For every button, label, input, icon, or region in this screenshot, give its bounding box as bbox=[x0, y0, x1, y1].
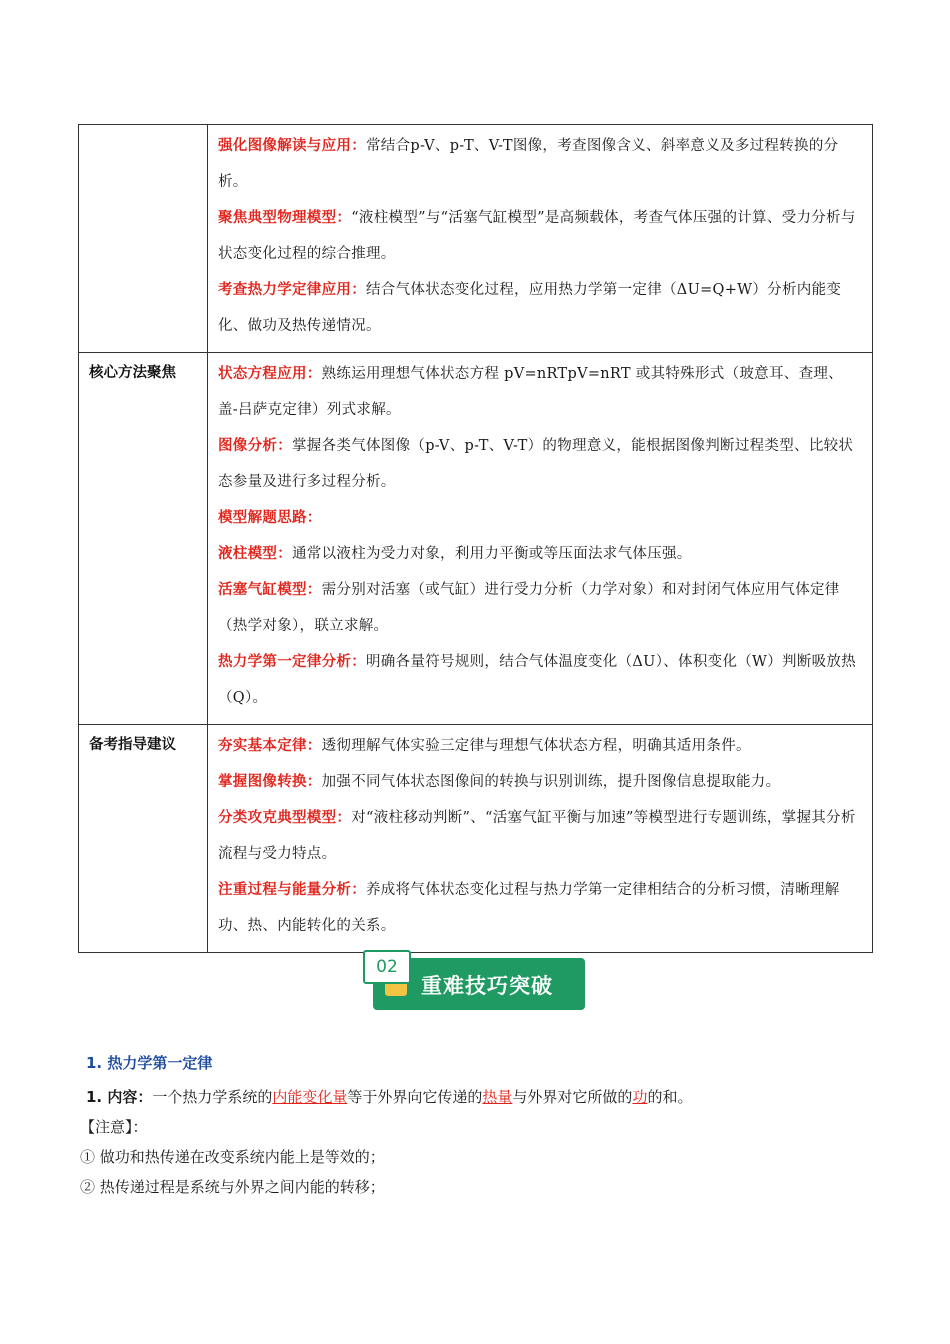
table-row bbox=[79, 125, 873, 353]
key-phrase: 图像分析： bbox=[218, 438, 292, 454]
row-label-cell bbox=[79, 353, 208, 725]
paragraph-text: 通常以液柱为受力对象，利用力平衡或等压面法求气体压强。 bbox=[292, 546, 692, 562]
row-content-cell bbox=[208, 353, 873, 725]
note-item: ② 热传递过程是系统与外界之间内能的转移； bbox=[80, 1178, 385, 1196]
row-content-cell bbox=[208, 725, 873, 953]
key-phrase: 液柱模型： bbox=[218, 546, 292, 562]
content-paragraph bbox=[218, 536, 862, 572]
paragraph-text: 需分别对活塞（或气缸）进行受力分析（力学对象）和对封闭气体应用气体定律（热学对象），联立求解。 bbox=[218, 582, 840, 634]
content-paragraph bbox=[218, 428, 862, 500]
row-label-cell bbox=[79, 125, 208, 353]
paragraph-text: 掌握各类气体图像（p-V、p-T、V-T）的物理意义，能根据图像判断过程类型、比较状态参量及进行多过程分析。 bbox=[218, 438, 854, 490]
content-paragraph bbox=[218, 800, 862, 872]
content-paragraph bbox=[218, 872, 862, 944]
row-label: 备考指导建议 bbox=[89, 737, 176, 753]
content-label: 1. 内容： bbox=[86, 1088, 153, 1106]
content-text: 一个热力学系统的 bbox=[152, 1088, 273, 1106]
paragraph-text: 明确各量符号规则，结合气体温度变化（ΔU）、体积变化（W）判断吸放热（Q）。 bbox=[218, 654, 857, 706]
table-row bbox=[79, 725, 873, 953]
key-phrase: 分类攻克典型模型： bbox=[218, 810, 352, 826]
paragraph-text: 熟练运用理想气体状态方程 pV=nRTpV=nRT 或其特殊形式（玻意耳、查理、盖-吕萨克定律）列式求解。 bbox=[218, 366, 843, 418]
key-phrase: 聚焦典型物理模型： bbox=[218, 210, 352, 226]
content-text: 与外界对它所做的 bbox=[512, 1088, 633, 1106]
note-item: ① 做功和热传递在改变系统内能上是等效的； bbox=[80, 1148, 385, 1166]
key-phrase: 热力学第一定律分析： bbox=[218, 654, 366, 670]
paragraph-text: 加强不同气体状态图像间的转换与识别训练，提升图像信息提取能力。 bbox=[321, 774, 781, 790]
paragraph-text: 常结合p-V、p-T、V-T图像，考查图像含义、斜率意义及多过程转换的分析。 bbox=[218, 138, 839, 190]
badge-title: 重难技巧突破 bbox=[421, 974, 553, 998]
key-phrase: 活塞气缸模型： bbox=[218, 582, 322, 598]
underlined-term: 功 bbox=[632, 1088, 648, 1106]
content-text: 的和。 bbox=[647, 1088, 693, 1106]
content-paragraph bbox=[218, 272, 862, 344]
key-phrase: 夯实基本定律： bbox=[218, 738, 322, 754]
key-phrase: 掌握图像转换： bbox=[218, 774, 322, 790]
paragraph-text: 对“液柱移动判断”、“活塞气缸平衡与加速”等模型进行专题训练，掌握其分析流程与受力特点。 bbox=[218, 810, 856, 862]
key-phrase: 状态方程应用： bbox=[218, 366, 322, 382]
section-heading: 1. 热力学第一定律 bbox=[86, 1054, 213, 1072]
row-label: 核心方法聚焦 bbox=[89, 365, 176, 381]
content-paragraph bbox=[218, 764, 862, 800]
paragraph-text: 透彻理解气体实验三定律与理想气体状态方程，明确其适用条件。 bbox=[321, 738, 751, 754]
key-phrase: 强化图像解读与应用： bbox=[218, 138, 366, 154]
underlined-term: 内能变化量 bbox=[272, 1088, 348, 1106]
row-label bbox=[79, 125, 207, 133]
paragraph-text: “液柱模型”与“活塞气缸模型”是高频载体，考查气体压强的计算、受力分析与状态变化过程的综合推理。 bbox=[218, 210, 856, 262]
row-label-cell bbox=[79, 725, 208, 953]
content-paragraph bbox=[218, 200, 862, 272]
key-phrase: 注重过程与能量分析： bbox=[218, 882, 366, 898]
content-paragraph bbox=[218, 500, 862, 536]
section-badge bbox=[363, 944, 585, 1012]
exam-analysis-table bbox=[78, 124, 873, 953]
content-line bbox=[86, 1086, 692, 1107]
content-text: 等于外界向它传递的 bbox=[347, 1088, 483, 1106]
badge-number: 02 bbox=[363, 950, 411, 984]
paragraph-text: 养成将气体状态变化过程与热力学第一定律相结合的分析习惯，清晰理解功、热、内能转化的关系。 bbox=[218, 882, 840, 934]
content-paragraph bbox=[218, 572, 862, 644]
key-phrase: 考查热力学定律应用： bbox=[218, 282, 366, 298]
content-paragraph bbox=[218, 128, 862, 200]
content-paragraph bbox=[218, 644, 862, 716]
paragraph-text: 结合气体状态变化过程，应用热力学第一定律（ΔU=Q+W）分析内能变化、做功及热传递情况。 bbox=[218, 282, 842, 334]
key-phrase: 模型解题思路： bbox=[218, 510, 322, 526]
note-label: 【注意】： bbox=[80, 1118, 148, 1136]
underlined-term: 热量 bbox=[482, 1088, 513, 1106]
row-content-cell bbox=[208, 125, 873, 353]
content-paragraph bbox=[218, 356, 862, 428]
content-paragraph bbox=[218, 728, 862, 764]
table-row bbox=[79, 353, 873, 725]
